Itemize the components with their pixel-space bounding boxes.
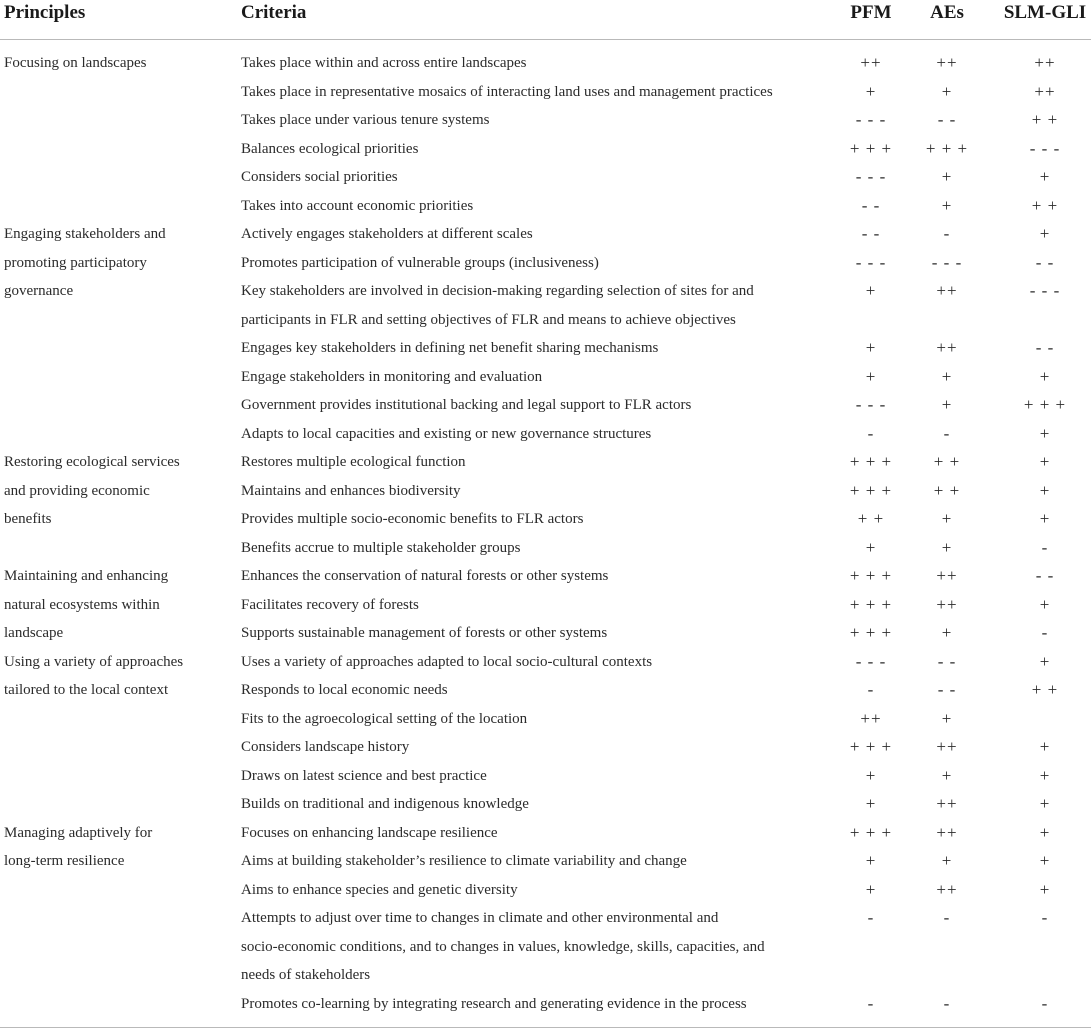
- aes-rating: -: [943, 993, 951, 1013]
- header-pfm: PFM: [850, 2, 892, 23]
- pfm-rating: + + +: [849, 594, 893, 614]
- slm-gli-rating: + +: [1031, 195, 1059, 215]
- pfm-rating: +: [865, 851, 877, 870]
- aes-rating: ++: [936, 566, 958, 585]
- criterion-cell: Maintains and enhances biodiversity: [241, 482, 461, 499]
- aes-rating: ++: [936, 879, 958, 899]
- pfm-rating: +: [865, 537, 877, 557]
- slm-gli-rating: - -: [1035, 252, 1055, 272]
- slm-gli-rating: - -: [1035, 566, 1055, 585]
- criterion-cell: Government provides institutional backing and legal support to FLR actors: [241, 397, 692, 413]
- aes-rating: + +: [933, 452, 961, 471]
- criterion-cell: Fits to the agroecological setting of the location: [241, 710, 528, 727]
- slm-gli-rating: -: [1041, 623, 1049, 642]
- aes-rating: - -: [937, 651, 957, 671]
- principle-cell: Focusing on landscapes: [4, 55, 147, 71]
- header-principles: Principles: [4, 2, 86, 23]
- criterion-cell: Benefits accrue to multiple stakeholder groups: [241, 539, 521, 556]
- pfm-rating: - - -: [855, 651, 887, 671]
- slm-gli-rating: +: [1039, 366, 1051, 386]
- slm-gli-rating: +: [1039, 651, 1051, 671]
- principle-cell: Using a variety of approaches: [4, 653, 184, 670]
- criterion-cell: Focuses on enhancing landscape resilience: [241, 824, 498, 841]
- criterion-cell: Adapts to local capacities and existing or new governance structures: [241, 425, 652, 442]
- criterion-cell: Engages key stakeholders in defining net benefit sharing mechanisms: [241, 340, 659, 356]
- aes-rating: - -: [937, 680, 957, 699]
- aes-rating: + + +: [925, 138, 969, 158]
- criterion-cell: Promotes participation of vulnerable groups (inclusiveness): [241, 254, 599, 271]
- slm-gli-rating: -: [1041, 908, 1049, 927]
- criterion-cell: Actively engages stakeholders at different scales: [241, 226, 533, 242]
- pfm-rating: + + +: [849, 566, 893, 585]
- slm-gli-rating: +: [1039, 737, 1051, 756]
- principle-cell: promoting participatory: [4, 254, 147, 271]
- aes-rating: ++: [936, 737, 958, 756]
- header-aes: AEs: [930, 2, 964, 23]
- slm-gli-rating: +: [1039, 423, 1051, 443]
- slm-gli-rating: - - -: [1029, 138, 1061, 158]
- pfm-rating: + + +: [849, 452, 893, 471]
- aes-rating: ++: [936, 794, 958, 813]
- pfm-rating: + + +: [849, 138, 893, 158]
- criterion-cell: Supports sustainable management of forests or other systems: [241, 625, 608, 641]
- slm-gli-rating: +: [1039, 794, 1051, 813]
- pfm-rating: +: [865, 366, 877, 386]
- criterion-cell: Provides multiple socio-economic benefits to FLR actors: [241, 511, 584, 527]
- criterion-cell: Takes place within and across entire landscapes: [241, 55, 527, 71]
- principle-cell: Managing adaptively for: [4, 824, 153, 841]
- criterion-cell: Takes place in representative mosaics of interacting land uses and management practices: [241, 83, 773, 100]
- principle-cell: benefits: [4, 511, 52, 527]
- criterion-cell: Considers landscape history: [241, 739, 410, 755]
- pfm-rating: - - -: [855, 252, 887, 272]
- criterion-cell: Takes place under various tenure systems: [241, 112, 490, 128]
- criterion-cell: Engage stakeholders in monitoring and evaluation: [241, 368, 543, 385]
- slm-gli-rating: ++: [1034, 81, 1056, 101]
- aes-rating: -: [943, 423, 951, 443]
- principle-cell: natural ecosystems within: [4, 596, 160, 613]
- criterion-cell: participants in FLR and setting objectives of FLR and means to achieve objectives: [241, 311, 736, 328]
- criterion-cell: Restores multiple ecological function: [241, 454, 466, 470]
- criterion-cell: Builds on traditional and indigenous knowledge: [241, 796, 529, 812]
- aes-rating: - -: [937, 110, 957, 129]
- pfm-rating: + + +: [849, 480, 893, 500]
- criterion-cell: socio-economic conditions, and to changes in values, knowledge, skills, capacities, and: [241, 938, 765, 955]
- slm-gli-rating: +: [1039, 765, 1051, 785]
- criterion-cell: Uses a variety of approaches adapted to local socio-cultural contexts: [241, 653, 653, 670]
- criterion-cell: Enhances the conservation of natural forests or other systems: [241, 568, 609, 584]
- pfm-rating: -: [867, 680, 875, 699]
- header-rule: [0, 39, 1091, 40]
- principle-cell: Engaging stakeholders and: [4, 226, 166, 242]
- principle-cell: governance: [4, 283, 74, 299]
- slm-gli-rating: +: [1039, 851, 1051, 870]
- aes-rating: -: [943, 908, 951, 927]
- slm-gli-rating: +: [1039, 879, 1051, 899]
- pfm-rating: + + +: [849, 822, 893, 842]
- slm-gli-rating: +: [1039, 480, 1051, 500]
- aes-rating: +: [941, 509, 953, 528]
- pfm-rating: -: [867, 423, 875, 443]
- criterion-cell: Draws on latest science and best practice: [241, 767, 487, 784]
- aes-rating: +: [941, 623, 953, 642]
- pfm-rating: +: [865, 794, 877, 813]
- criterion-cell: Facilitates recovery of forests: [241, 596, 419, 613]
- principle-cell: Restoring ecological services: [4, 454, 180, 470]
- slm-gli-rating: + + +: [1023, 395, 1067, 414]
- slm-gli-rating: + +: [1031, 680, 1059, 699]
- aes-rating: - - -: [931, 252, 963, 272]
- slm-gli-rating: - -: [1035, 338, 1055, 357]
- aes-rating: ++: [936, 338, 958, 357]
- pfm-rating: + + +: [849, 623, 893, 642]
- criterion-cell: Aims at building stakeholder’s resilience to climate variability and change: [241, 853, 687, 869]
- slm-gli-rating: +: [1039, 452, 1051, 471]
- criterion-cell: needs of stakeholders: [241, 967, 371, 983]
- slm-gli-rating: +: [1039, 224, 1051, 243]
- pfm-rating: + +: [857, 509, 885, 528]
- criterion-cell: Takes into account economic priorities: [241, 197, 474, 214]
- principle-cell: landscape: [4, 625, 64, 641]
- aes-rating: ++: [936, 53, 958, 72]
- criterion-cell: Attempts to adjust over time to changes in climate and other environmental and: [241, 910, 719, 926]
- criterion-cell: Aims to enhance species and genetic diversity: [241, 881, 518, 898]
- pfm-rating: ++: [860, 708, 882, 728]
- criterion-cell: Promotes co-learning by integrating research and generating evidence in the process: [241, 995, 747, 1012]
- aes-rating: ++: [936, 594, 958, 614]
- slm-gli-rating: -: [1041, 537, 1049, 557]
- aes-rating: + +: [933, 480, 961, 500]
- slm-gli-rating: - - -: [1029, 281, 1061, 300]
- slm-gli-rating: + +: [1031, 110, 1059, 129]
- header-slm-gli: SLM-GLI: [1003, 2, 1087, 23]
- aes-rating: +: [941, 366, 953, 386]
- aes-rating: +: [941, 167, 953, 186]
- aes-rating: ++: [936, 822, 958, 842]
- pfm-rating: -: [867, 993, 875, 1013]
- criterion-cell: Balances ecological priorities: [241, 140, 419, 157]
- criterion-cell: Considers social priorities: [241, 169, 398, 185]
- pfm-rating: -: [867, 908, 875, 927]
- slm-gli-rating: +: [1039, 167, 1051, 186]
- slm-gli-rating: ++: [1034, 53, 1056, 72]
- aes-rating: ++: [936, 281, 958, 300]
- aes-rating: +: [941, 851, 953, 870]
- bottom-rule: [0, 1027, 1091, 1028]
- aes-rating: +: [941, 395, 953, 414]
- aes-rating: +: [941, 81, 953, 101]
- aes-rating: +: [941, 765, 953, 785]
- principle-cell: tailored to the local context: [4, 682, 169, 698]
- pfm-rating: +: [865, 338, 877, 357]
- pfm-rating: - - -: [855, 167, 887, 186]
- aes-rating: -: [943, 224, 951, 243]
- pfm-rating: - - -: [855, 395, 887, 414]
- pfm-rating: + + +: [849, 737, 893, 756]
- slm-gli-rating: -: [1041, 993, 1049, 1013]
- pfm-rating: +: [865, 281, 877, 300]
- pfm-rating: - -: [861, 224, 881, 243]
- pfm-rating: ++: [860, 53, 882, 72]
- principle-cell: long-term resilience: [4, 853, 125, 869]
- pfm-rating: - - -: [855, 110, 887, 129]
- slm-gli-rating: +: [1039, 509, 1051, 528]
- pfm-rating: +: [865, 879, 877, 899]
- slm-gli-rating: +: [1039, 594, 1051, 614]
- pfm-rating: +: [865, 81, 877, 101]
- criterion-cell: Responds to local economic needs: [241, 682, 448, 698]
- slm-gli-rating: +: [1039, 822, 1051, 842]
- aes-rating: +: [941, 708, 953, 728]
- criterion-cell: Key stakeholders are involved in decision-making regarding selection of sites for and: [241, 283, 754, 299]
- header-criteria: Criteria: [241, 2, 307, 23]
- aes-rating: +: [941, 537, 953, 557]
- pfm-rating: +: [865, 765, 877, 785]
- principle-cell: and providing economic: [4, 482, 150, 499]
- pfm-rating: - -: [861, 195, 881, 215]
- principle-cell: Maintaining and enhancing: [4, 568, 169, 584]
- aes-rating: +: [941, 195, 953, 215]
